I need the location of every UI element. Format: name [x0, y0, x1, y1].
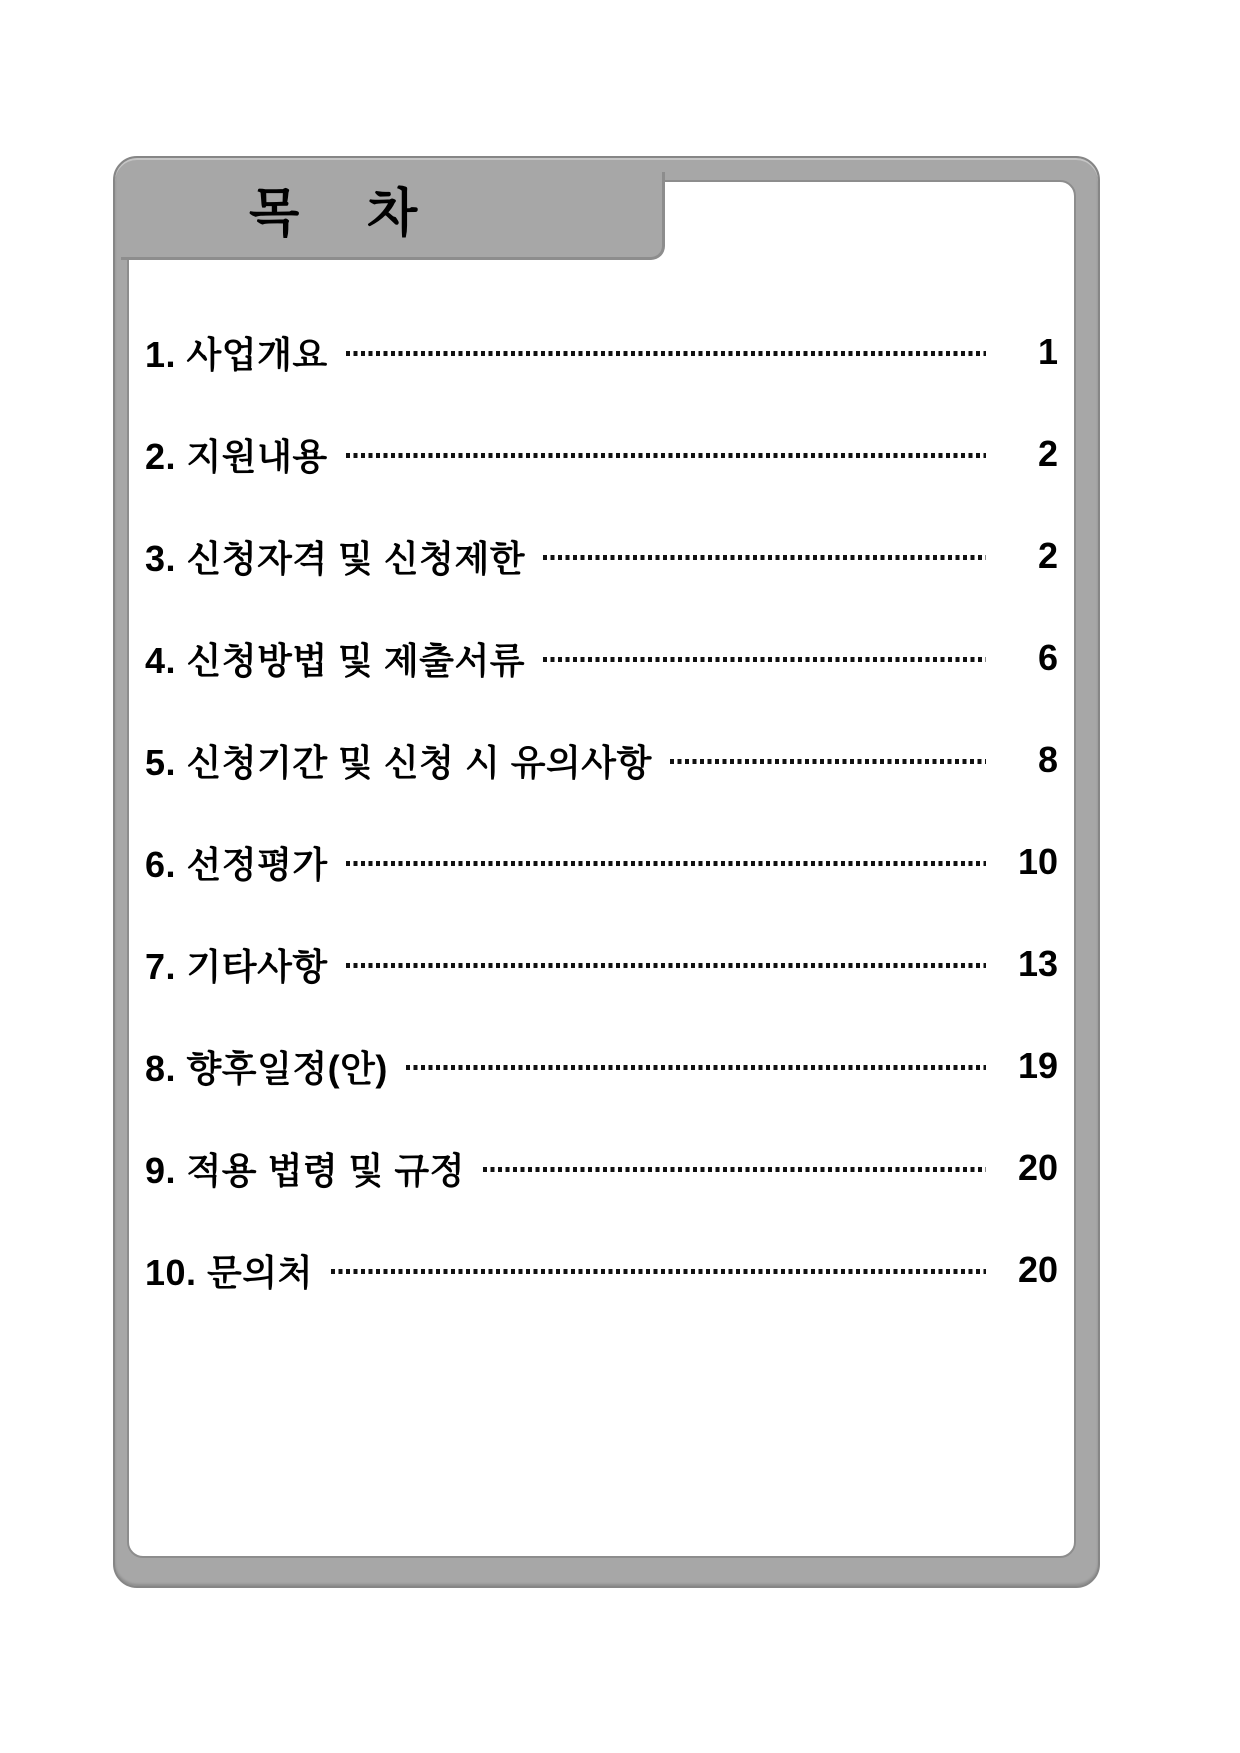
toc-frame: [113, 156, 1100, 1588]
dotted-leader: [331, 1269, 986, 1274]
toc-entry: [145, 811, 1058, 913]
dotted-leader: [346, 453, 986, 458]
dotted-leader: [346, 351, 986, 356]
toc-list: [115, 158, 1098, 1321]
toc-entry-page: 20: [1017, 1147, 1058, 1188]
toc-entry-label: 4. 신청방법 및 제출서류: [145, 639, 526, 681]
toc-entry: [145, 403, 1058, 505]
toc-entry-label: 3. 신청자격 및 신청제한: [145, 537, 526, 579]
dotted-leader: [483, 1167, 986, 1172]
toc-entry: [145, 301, 1058, 403]
dotted-leader: [346, 963, 986, 968]
toc-entry: [145, 1219, 1058, 1321]
toc-entry-label: 10. 문의처: [145, 1251, 313, 1293]
toc-entry-label: 9. 적용 법령 및 규정: [145, 1149, 465, 1191]
toc-entry: [145, 607, 1058, 709]
toc-entry-page: 13: [1017, 943, 1058, 984]
toc-entry-label: 2. 지원내용: [145, 435, 328, 477]
toc-entry-label: 8. 향후일정(안): [145, 1047, 388, 1089]
toc-entry: [145, 1117, 1058, 1219]
toc-entry: [145, 505, 1058, 607]
toc-entry-page: 2: [1037, 535, 1058, 576]
toc-entry-page: 19: [1017, 1045, 1058, 1086]
dotted-leader: [406, 1065, 986, 1070]
toc-entry-page: 10: [1017, 841, 1058, 882]
dotted-leader: [670, 759, 986, 764]
dotted-leader: [346, 861, 986, 866]
toc-entry-page: 20: [1017, 1249, 1058, 1290]
page-title: 목 차: [249, 185, 420, 243]
toc-entry-page: 6: [1037, 637, 1058, 678]
dotted-leader: [543, 555, 986, 560]
toc-entry-label: 6. 선정평가: [145, 843, 328, 885]
toc-entry: [145, 1015, 1058, 1117]
toc-entry-page: 2: [1037, 433, 1058, 474]
toc-entry-label: 1. 사업개요: [145, 333, 328, 375]
toc-entry-page: 1: [1037, 331, 1058, 372]
dotted-leader: [543, 657, 986, 662]
toc-entry: [145, 709, 1058, 811]
toc-entry-label: 7. 기타사항: [145, 945, 328, 987]
toc-entry-page: 8: [1037, 739, 1058, 780]
toc-entry-label: 5. 신청기간 및 신청 시 유의사항: [145, 741, 652, 783]
toc-entry: [145, 913, 1058, 1015]
